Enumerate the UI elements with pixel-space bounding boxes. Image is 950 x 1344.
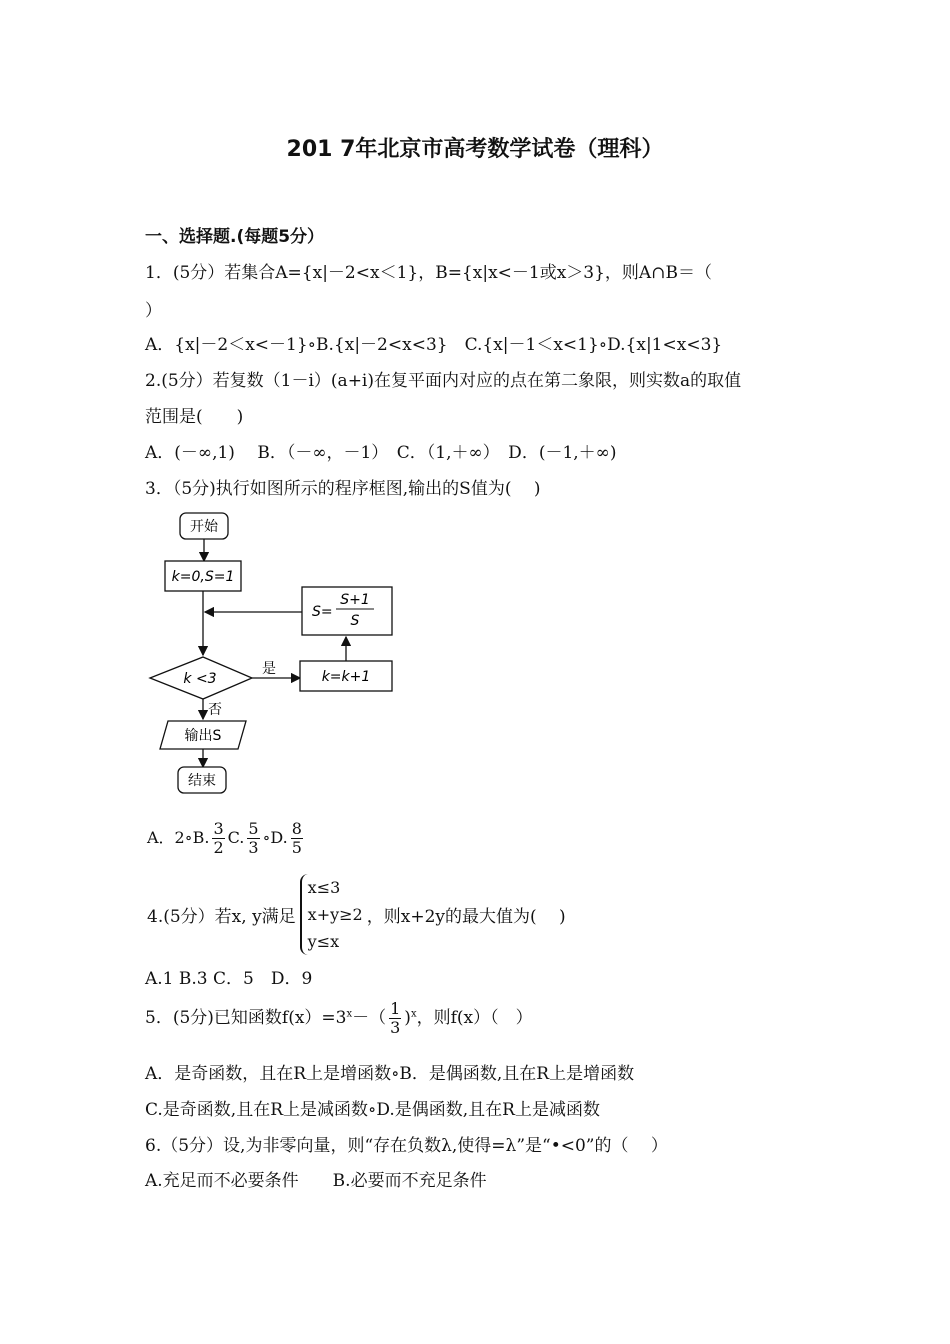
- flow-inc-label: k=k+1: [321, 669, 371, 685]
- q1-stem-end: ）: [145, 301, 162, 321]
- q3-frac-d: $\frac{8}{5}$: [291, 819, 302, 857]
- q6-options: A.充足而不必要条件 B.必要而不充足条件: [145, 1171, 487, 1191]
- page-title: 201 7年北京市高考数学试卷（理科）: [286, 137, 664, 162]
- q1-stem: 1．(5分）若集合A={x|－2<x＜1}，B={x|x<－1或x＞3}，则A∩B＝（: [145, 263, 712, 283]
- q2-options: A．(－∞,1) B．（－∞，－1） C．（1,＋∞） D．(－1,＋∞): [145, 443, 617, 463]
- q5-frac: $\frac{1}{3}$: [390, 999, 401, 1037]
- q4-options: A.1 B.3 C．5 D．9: [145, 969, 313, 989]
- q3-frac-c: $\frac{5}{3}$: [248, 819, 259, 857]
- q5-stem: 5．(5分)已知函数$f(x)=3^x-$（ $\frac{1}{3}$ )$^x$，则f(x）（ ）: [145, 999, 533, 1037]
- flow-yes-label: 是: [262, 661, 276, 677]
- q4-stem: 4.(5分）若x, y满足 x≤3 x+y≥2 y≤x ，则x+2y的最大值为( ): [147, 874, 566, 955]
- q4-conditions: x≤3 x+y≥2 y≤x: [300, 874, 363, 955]
- q2-stem-end: 范围是( ): [145, 407, 244, 427]
- section-heading: 一、选择题.(每题5分）: [145, 227, 325, 247]
- q2-stem: 2.(5分）若复数（1－i）(a+i)在复平面内对应的点在第二象限，则实数a的取值: [145, 371, 742, 391]
- flow-cond-label: k <3: [183, 671, 217, 687]
- q3-options: A．2∘B. $\frac{3}{2}$ C. $\frac{5}{3}$ ∘D. $\frac{8}{5}$: [147, 819, 302, 857]
- flowchart: [140, 505, 410, 805]
- q1-options: A．{x|－2＜x<－1}∘B.{x|－2<x<3} C.{x|－1＜x<1}∘D.{x|1<x<3}: [145, 335, 723, 355]
- q6-stem: 6.（5分）设,为非零向量，则“存在负数λ,使得=λ”是“•<0”的（ ）: [145, 1136, 668, 1156]
- q5-options-1: A．是奇函数，且在R上是增函数∘B．是偶函数,且在R上是增函数: [145, 1064, 635, 1084]
- flow-end-label: 结束: [188, 773, 216, 789]
- flow-no-label: 否: [208, 702, 222, 718]
- flow-start-label: 开始: [190, 519, 218, 535]
- q5-options-2: C.是奇函数,且在R上是减函数∘D.是偶函数,且在R上是减函数: [145, 1100, 600, 1120]
- q3-stem: 3．（5分)执行如图所示的程序框图,输出的S值为( ): [145, 479, 541, 499]
- q3-frac-b: $\frac{3}{2}$: [213, 819, 224, 857]
- flow-s-lhs: S=: [312, 604, 333, 620]
- flow-output-label: 输出S: [184, 728, 222, 744]
- flow-s-num: S+1: [340, 592, 370, 608]
- flow-init-label: k=0,S=1: [171, 569, 235, 585]
- flow-s-den: S: [350, 613, 360, 629]
